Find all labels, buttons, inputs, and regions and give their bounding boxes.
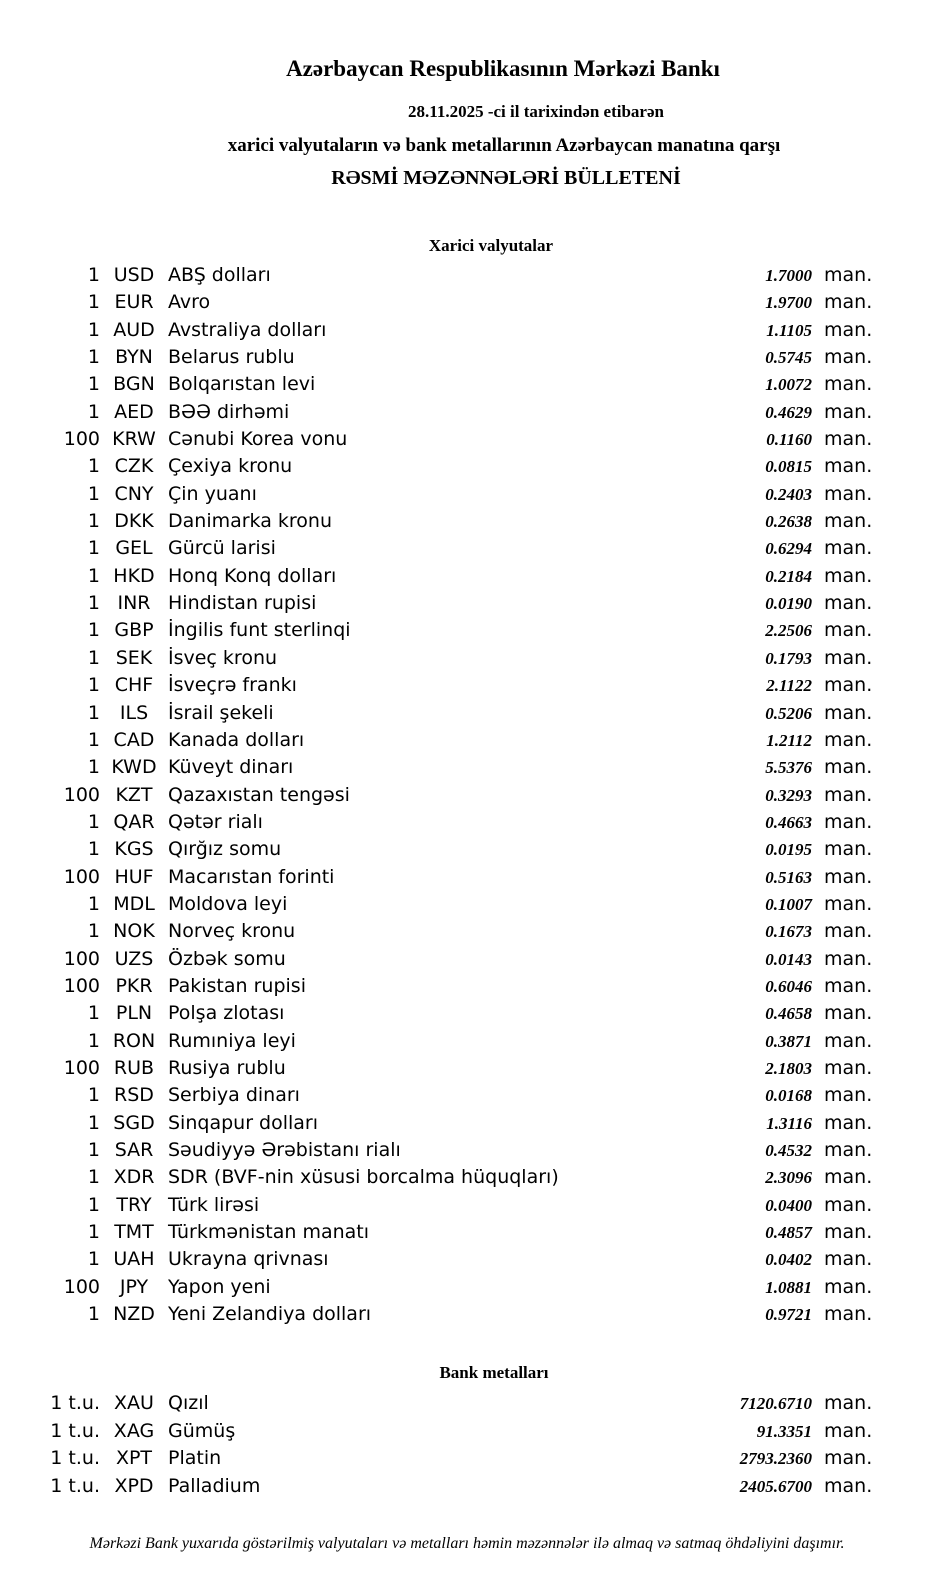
unit-label: man. bbox=[824, 1056, 873, 1079]
currency-name: Polşa zlotası bbox=[168, 1002, 285, 1025]
unit-label: man. bbox=[824, 1419, 873, 1442]
currency-code: INR bbox=[117, 592, 151, 615]
unit-label: man. bbox=[824, 291, 873, 314]
effective-date-line: 28.11.2025 -ci il tarixindən etibarən bbox=[408, 102, 664, 121]
currency-name: İngilis funt sterlinqi bbox=[168, 619, 351, 642]
currency-row bbox=[0, 836, 952, 863]
rate-value: 0.1793 bbox=[765, 648, 812, 668]
quantity: 1 bbox=[87, 373, 100, 396]
currency-name: Səudiyyə Ərəbistanı rialı bbox=[168, 1139, 401, 1161]
currency-name: Özbək somu bbox=[168, 947, 286, 970]
currency-code: CNY bbox=[114, 482, 154, 505]
rate-value: 0.9721 bbox=[765, 1305, 812, 1325]
quantity: 100 bbox=[63, 865, 100, 888]
currency-code: CAD bbox=[113, 728, 155, 751]
currency-name: Çexiya kronu bbox=[168, 455, 293, 478]
quantity: 1 bbox=[87, 291, 100, 314]
currency-code: SAR bbox=[114, 1139, 154, 1161]
currency-code: CHF bbox=[114, 674, 154, 697]
currency-code: SEK bbox=[115, 646, 153, 669]
unit-label: man. bbox=[824, 1166, 873, 1189]
rate-value: 0.2638 bbox=[765, 512, 812, 532]
rate-value: 0.0195 bbox=[765, 840, 812, 860]
currency-code: USD bbox=[113, 264, 155, 286]
currency-row bbox=[0, 1274, 952, 1301]
currency-row bbox=[0, 344, 952, 371]
currency-row bbox=[0, 782, 952, 809]
currency-code: RON bbox=[112, 1029, 156, 1052]
rate-value: 0.4658 bbox=[765, 1004, 812, 1024]
unit-label: man. bbox=[824, 1474, 873, 1497]
currency-name: Küveyt dinarı bbox=[168, 756, 294, 779]
currency-code: JPY bbox=[119, 1275, 149, 1298]
unit-label: man. bbox=[824, 1029, 873, 1052]
quantity: 1 bbox=[87, 920, 100, 943]
unit-label: man. bbox=[824, 756, 873, 779]
currency-code: AED bbox=[114, 400, 154, 423]
quantity: 1 bbox=[87, 318, 100, 341]
unit-label: man. bbox=[824, 838, 873, 861]
currency-name: SDR (BVF-nin xüsusi borcalma hüquqları) bbox=[168, 1166, 559, 1189]
currency-row bbox=[0, 1082, 952, 1109]
currency-name: Norveç kronu bbox=[168, 920, 296, 943]
quantity: 1 bbox=[87, 1139, 100, 1161]
currency-name: Moldova leyi bbox=[168, 892, 288, 915]
currency-row bbox=[0, 371, 952, 398]
unit-label: man. bbox=[824, 947, 873, 970]
currency-code: TRY bbox=[116, 1193, 152, 1216]
rate-value: 2793.2360 bbox=[739, 1449, 812, 1468]
rate-value: 1.7000 bbox=[765, 266, 812, 285]
metal-row bbox=[0, 1390, 952, 1418]
currency-row bbox=[0, 289, 952, 316]
currency-code: PLN bbox=[115, 1002, 153, 1025]
currency-code: DKK bbox=[114, 510, 154, 533]
currency-code: BYN bbox=[115, 346, 153, 369]
currency-name: Belarus rublu bbox=[168, 346, 295, 369]
rate-value: 0.2184 bbox=[765, 566, 812, 586]
currency-name: Yapon yeni bbox=[168, 1275, 271, 1298]
currency-code: RSD bbox=[114, 1084, 154, 1107]
currency-row bbox=[0, 508, 952, 535]
currency-code: SGD bbox=[113, 1111, 155, 1134]
unit-label: man. bbox=[824, 1221, 873, 1244]
currency-code: HUF bbox=[114, 865, 154, 888]
quantity: 1 bbox=[87, 1002, 100, 1025]
currency-row bbox=[0, 535, 952, 562]
currency-code: UZS bbox=[114, 947, 154, 970]
currency-name: Yeni Zelandiya dolları bbox=[168, 1303, 372, 1326]
unit-label: man. bbox=[824, 1084, 873, 1107]
currency-name: Sinqapur dolları bbox=[168, 1111, 319, 1134]
rate-value: 0.1007 bbox=[765, 894, 812, 914]
quantity: 1 bbox=[87, 701, 100, 724]
currency-code: XPT bbox=[115, 1447, 153, 1469]
currency-code: KGS bbox=[114, 838, 154, 861]
rate-value: 7120.6710 bbox=[739, 1394, 812, 1413]
currency-code: KRW bbox=[112, 428, 156, 451]
currency-row bbox=[0, 1164, 952, 1191]
rate-value: 2.3096 bbox=[765, 1168, 812, 1188]
currency-row bbox=[0, 1246, 952, 1273]
metals-section-title: Bank metalları bbox=[439, 1363, 549, 1382]
currency-name: Türk lirəsi bbox=[168, 1193, 260, 1216]
quantity: 100 bbox=[63, 947, 100, 970]
quantity: 1 bbox=[87, 346, 100, 369]
rate-value: 0.6294 bbox=[765, 539, 812, 559]
rate-value: 0.0402 bbox=[765, 1250, 812, 1270]
currency-code: NZD bbox=[113, 1303, 155, 1326]
rate-value: 0.0143 bbox=[765, 949, 812, 969]
unit-label: man. bbox=[824, 646, 873, 669]
quantity: 1 bbox=[87, 592, 100, 615]
rate-value: 2.1122 bbox=[766, 676, 812, 696]
currency-row bbox=[0, 973, 952, 1000]
quantity: 1 t.u. bbox=[50, 1392, 100, 1414]
currency-row bbox=[0, 645, 952, 672]
rate-value: 1.0072 bbox=[765, 375, 812, 395]
rate-value: 0.0168 bbox=[765, 1086, 812, 1106]
currency-name: Gümüş bbox=[168, 1419, 236, 1442]
currency-row bbox=[0, 1000, 952, 1027]
currency-row bbox=[0, 317, 952, 344]
quantity: 100 bbox=[63, 1056, 100, 1079]
quantity: 1 bbox=[87, 510, 100, 533]
currency-name: İsveç kronu bbox=[168, 646, 278, 669]
quantity: 1 t.u. bbox=[50, 1447, 100, 1469]
unit-label: man. bbox=[824, 920, 873, 943]
rate-value: 5.5376 bbox=[765, 758, 812, 778]
currency-name: Macarıstan forinti bbox=[168, 865, 335, 888]
rate-value: 0.1160 bbox=[766, 430, 812, 450]
currency-code: GEL bbox=[115, 537, 153, 560]
unit-label: man. bbox=[824, 564, 873, 587]
quantity: 100 bbox=[63, 974, 100, 997]
metals-table bbox=[0, 1390, 952, 1500]
unit-label: man. bbox=[824, 428, 873, 451]
currency-code: UAH bbox=[113, 1248, 155, 1271]
unit-label: man. bbox=[824, 400, 873, 423]
unit-label: man. bbox=[824, 892, 873, 915]
currency-code: GBP bbox=[114, 619, 154, 642]
currency-name: Platin bbox=[168, 1447, 222, 1469]
bank-name-title: Azərbaycan Respublikasının Mərkəzi Bankı bbox=[286, 56, 720, 81]
rate-value: 1.9700 bbox=[765, 293, 812, 313]
rate-value: 0.4857 bbox=[765, 1223, 812, 1243]
bulletin-title: RƏSMİ MƏZƏNNƏLƏRİ BÜLLETENİ bbox=[331, 167, 681, 189]
rate-value: 91.3351 bbox=[756, 1421, 812, 1441]
quantity: 1 bbox=[87, 646, 100, 669]
unit-label: man. bbox=[824, 619, 873, 642]
currency-code: QAR bbox=[113, 810, 155, 833]
quantity: 1 bbox=[87, 455, 100, 478]
currency-name: Avro bbox=[168, 291, 211, 314]
currency-name: Qazaxıstan tengəsi bbox=[168, 783, 350, 806]
quantity: 1 bbox=[87, 1248, 100, 1271]
quantity: 1 t.u. bbox=[50, 1419, 100, 1442]
unit-label: man. bbox=[824, 1447, 873, 1469]
currency-code: MDL bbox=[113, 892, 155, 915]
currency-name: ABŞ dolları bbox=[168, 264, 271, 286]
currency-name: Bolqarıstan levi bbox=[168, 373, 316, 396]
metal-row bbox=[0, 1418, 952, 1446]
currency-name: Türkmənistan manatı bbox=[168, 1221, 370, 1244]
quantity: 1 bbox=[87, 674, 100, 697]
currency-name: Ukrayna qrivnası bbox=[168, 1248, 329, 1271]
quantity: 1 bbox=[87, 1166, 100, 1189]
currency-code: KWD bbox=[111, 756, 157, 779]
currency-name: Gürcü larisi bbox=[168, 537, 276, 560]
quantity: 1 bbox=[87, 892, 100, 915]
currency-row bbox=[0, 1301, 952, 1328]
unit-label: man. bbox=[824, 728, 873, 751]
quantity: 100 bbox=[63, 428, 100, 451]
currencies-table bbox=[0, 262, 952, 1328]
unit-label: man. bbox=[824, 482, 873, 505]
unit-label: man. bbox=[824, 1111, 873, 1134]
unit-label: man. bbox=[824, 1303, 873, 1326]
currency-code: EUR bbox=[114, 291, 154, 314]
quantity: 1 bbox=[87, 1029, 100, 1052]
unit-label: man. bbox=[824, 318, 873, 341]
currency-row bbox=[0, 590, 952, 617]
rate-value: 1.1105 bbox=[766, 320, 812, 340]
rate-value: 2405.6700 bbox=[739, 1476, 812, 1496]
rate-value: 0.0190 bbox=[765, 594, 812, 614]
currency-code: PKR bbox=[115, 974, 153, 997]
currency-name: BƏƏ dirhəmi bbox=[168, 400, 290, 423]
currency-name: Rumıniya leyi bbox=[168, 1029, 296, 1052]
unit-label: man. bbox=[824, 701, 873, 724]
metal-row bbox=[0, 1445, 952, 1473]
unit-label: man. bbox=[824, 674, 873, 697]
currency-row bbox=[0, 453, 952, 480]
currency-code: RUB bbox=[113, 1056, 155, 1079]
rate-value: 0.1673 bbox=[765, 922, 812, 942]
currency-code: CZK bbox=[114, 455, 154, 478]
currency-code: KZT bbox=[115, 783, 153, 806]
unit-label: man. bbox=[824, 1139, 873, 1161]
rate-value: 0.2403 bbox=[765, 484, 812, 504]
unit-label: man. bbox=[824, 537, 873, 560]
currency-name: Pakistan rupisi bbox=[168, 974, 306, 997]
quantity: 1 bbox=[87, 756, 100, 779]
currency-code: XDR bbox=[113, 1166, 155, 1189]
currency-row bbox=[0, 672, 952, 699]
quantity: 1 t.u. bbox=[50, 1474, 100, 1497]
metal-row bbox=[0, 1473, 952, 1501]
unit-label: man. bbox=[824, 1248, 873, 1271]
currency-name: Çin yuanı bbox=[168, 482, 257, 505]
currency-name: Qırğız somu bbox=[168, 838, 282, 861]
quantity: 100 bbox=[63, 783, 100, 806]
currency-row bbox=[0, 426, 952, 453]
currency-row bbox=[0, 617, 952, 644]
unit-label: man. bbox=[824, 264, 873, 286]
quantity: 1 bbox=[87, 619, 100, 642]
currency-name: Hindistan rupisi bbox=[168, 592, 317, 615]
quantity: 1 bbox=[87, 564, 100, 587]
currency-code: ILS bbox=[119, 701, 149, 724]
currency-code: BGN bbox=[113, 373, 155, 396]
quantity: 1 bbox=[87, 482, 100, 505]
rate-value: 0.4532 bbox=[765, 1141, 812, 1160]
currency-row bbox=[0, 1137, 952, 1164]
currency-row bbox=[0, 946, 952, 973]
unit-label: man. bbox=[824, 346, 873, 369]
unit-label: man. bbox=[824, 1275, 873, 1298]
quantity: 1 bbox=[87, 838, 100, 861]
unit-label: man. bbox=[824, 1193, 873, 1216]
currency-row bbox=[0, 727, 952, 754]
currency-name: Palladium bbox=[168, 1474, 261, 1497]
unit-label: man. bbox=[824, 592, 873, 615]
disclaimer-note: Mərkəzi Bank yuxarıda göstərilmiş valyutaları və metalları həmin məzənnələr ilə almaq və satmaq öhdəliyini daşımır. bbox=[89, 1535, 845, 1552]
quantity: 1 bbox=[87, 1193, 100, 1216]
rate-value: 1.2112 bbox=[766, 730, 812, 750]
quantity: 100 bbox=[63, 1275, 100, 1298]
rate-value: 0.3293 bbox=[765, 785, 812, 805]
currency-name: Rusiya rublu bbox=[168, 1056, 286, 1079]
unit-label: man. bbox=[824, 1392, 873, 1414]
rate-value: 0.0400 bbox=[765, 1195, 812, 1215]
quantity: 1 bbox=[87, 810, 100, 833]
currency-row bbox=[0, 1055, 952, 1082]
currency-name: İsveçrə frankı bbox=[168, 674, 297, 697]
currency-code: HKD bbox=[113, 564, 155, 587]
currency-name: Qətər rialı bbox=[168, 810, 263, 833]
quantity: 1 bbox=[87, 537, 100, 560]
unit-label: man. bbox=[824, 783, 873, 806]
currency-name: İsrail şekeli bbox=[168, 701, 274, 724]
currency-row bbox=[0, 563, 952, 590]
currency-code: XPD bbox=[114, 1474, 154, 1497]
currency-code: XAG bbox=[113, 1419, 155, 1442]
quantity: 1 bbox=[87, 1084, 100, 1107]
currency-code: TMT bbox=[114, 1221, 154, 1244]
currency-row bbox=[0, 481, 952, 508]
currency-row bbox=[0, 754, 952, 781]
currency-name: Kanada dolları bbox=[168, 728, 305, 751]
currency-name: Cənubi Korea vonu bbox=[168, 428, 348, 451]
subject-line: xarici valyutaların və bank metallarının Azərbaycan manatına qarşı bbox=[227, 135, 781, 156]
rate-value: 0.3871 bbox=[765, 1031, 812, 1051]
rate-value: 2.1803 bbox=[765, 1058, 812, 1078]
currency-row bbox=[0, 864, 952, 891]
currency-row bbox=[0, 1028, 952, 1055]
unit-label: man. bbox=[824, 974, 873, 997]
currency-name: Honq Konq dolları bbox=[168, 564, 337, 587]
currency-row bbox=[0, 809, 952, 836]
rate-value: 0.4663 bbox=[765, 812, 812, 832]
currency-row bbox=[0, 1110, 952, 1137]
rate-value: 1.3116 bbox=[766, 1113, 812, 1133]
currency-row bbox=[0, 1219, 952, 1246]
currency-row bbox=[0, 891, 952, 918]
currency-name: Avstraliya dolları bbox=[168, 318, 327, 341]
unit-label: man. bbox=[824, 1002, 873, 1025]
currency-row bbox=[0, 262, 952, 289]
unit-label: man. bbox=[824, 810, 873, 833]
unit-label: man. bbox=[824, 455, 873, 478]
unit-label: man. bbox=[824, 510, 873, 533]
unit-label: man. bbox=[824, 373, 873, 396]
rate-value: 0.5745 bbox=[765, 348, 812, 368]
currency-row bbox=[0, 399, 952, 426]
rate-value: 0.5163 bbox=[765, 867, 812, 887]
rate-value: 2.2506 bbox=[765, 621, 812, 641]
quantity: 1 bbox=[87, 1221, 100, 1244]
quantity: 1 bbox=[87, 264, 100, 286]
currency-name: Qızıl bbox=[168, 1392, 209, 1414]
currency-code: NOK bbox=[113, 920, 155, 943]
quantity: 1 bbox=[87, 400, 100, 423]
currency-row bbox=[0, 700, 952, 727]
currencies-section-title: Xarici valyutalar bbox=[428, 236, 554, 255]
currency-code: AUD bbox=[113, 318, 155, 341]
rate-value: 1.0881 bbox=[765, 1277, 812, 1297]
currency-code: XAU bbox=[114, 1392, 154, 1414]
quantity: 1 bbox=[87, 1111, 100, 1134]
unit-label: man. bbox=[824, 865, 873, 888]
quantity: 1 bbox=[87, 1303, 100, 1326]
rate-value: 0.5206 bbox=[765, 703, 812, 723]
currency-row bbox=[0, 1192, 952, 1219]
quantity: 1 bbox=[87, 728, 100, 751]
rate-value: 0.6046 bbox=[765, 976, 812, 996]
rate-value: 0.0815 bbox=[765, 457, 812, 477]
rate-value: 0.4629 bbox=[765, 402, 812, 422]
currency-row bbox=[0, 918, 952, 945]
currency-name: Danimarka kronu bbox=[168, 510, 333, 533]
currency-name: Serbiya dinarı bbox=[168, 1084, 300, 1107]
